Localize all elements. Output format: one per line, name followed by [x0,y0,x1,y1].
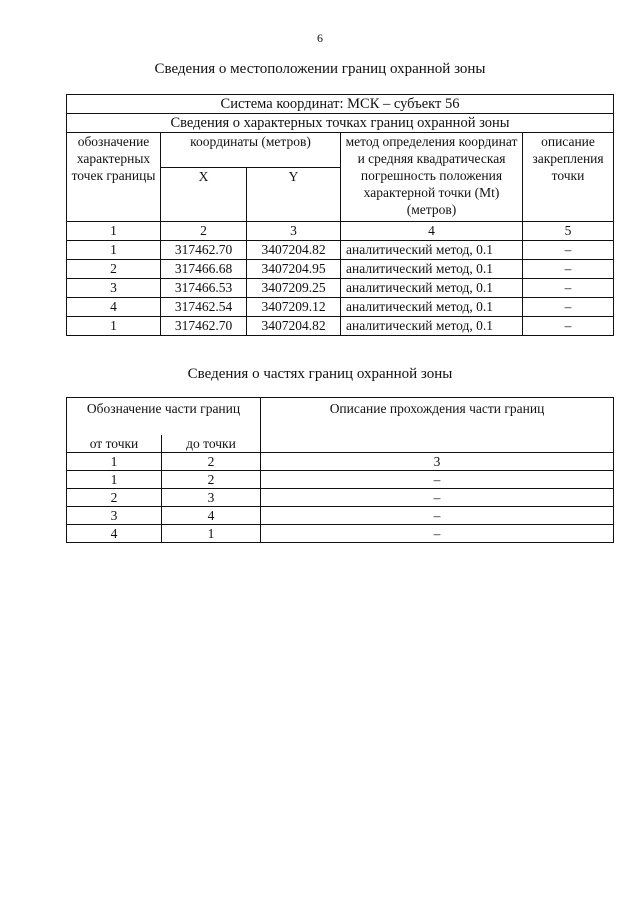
table-row [67,507,614,525]
header-method: метод определения координат и средняя квадратическая погрешность положения характерной точки (Mt) (метров) [341,133,523,222]
cell-point: 4 [67,298,161,317]
points-subtitle: Сведения о характерных точках границ охранной зоны [67,114,614,133]
cell-y: 3407204.82 [247,241,341,260]
cell-point: 1 [67,317,161,336]
column-number: 3 [247,222,341,241]
cell-y: 3407204.95 [247,260,341,279]
table-row [67,241,614,260]
cell-method: аналитический метод, 0.1 [341,298,523,317]
cell-x: 317466.68 [161,260,247,279]
column-number: 1 [67,222,161,241]
header-x: X [161,168,247,222]
cell-x: 317462.70 [161,241,247,260]
column-number-row [67,222,614,241]
coordinate-system-caption: Система координат: МСК – субъект 56 [67,95,614,114]
cell-fixing: – [523,298,614,317]
column-number: 1 [67,453,162,471]
cell-to-point: 4 [162,507,261,525]
column-number: 4 [341,222,523,241]
table-row [67,489,614,507]
header-from-point: от точки [67,435,162,453]
cell-fixing: – [523,279,614,298]
column-number: 3 [261,453,614,471]
header-point-designation: обозначение характерных точек границы [67,133,161,222]
table-row [67,471,614,489]
cell-from-point: 2 [67,489,162,507]
cell-description: – [261,471,614,489]
header-y: Y [247,168,341,222]
cell-to-point: 2 [162,471,261,489]
cell-x: 317462.54 [161,298,247,317]
cell-description: – [261,507,614,525]
cell-point: 3 [67,279,161,298]
cell-method: аналитический метод, 0.1 [341,317,523,336]
cell-x: 317462.70 [161,317,247,336]
cell-description: – [261,525,614,543]
cell-method: аналитический метод, 0.1 [341,279,523,298]
cell-from-point: 4 [67,525,162,543]
column-number: 2 [161,222,247,241]
header-fixing-description: описание закрепления точки [523,133,614,222]
cell-y: 3407204.82 [247,317,341,336]
cell-point: 1 [67,241,161,260]
column-number-row [67,453,614,471]
cell-x: 317466.53 [161,279,247,298]
table-row [67,525,614,543]
section-title-boundaries: Сведения о местоположении границ охранной зоны [154,61,486,77]
cell-to-point: 1 [162,525,261,543]
header-part-designation: Обозначение части границ [67,398,261,436]
header-part-description: Описание прохождения части границ [261,398,614,453]
cell-from-point: 3 [67,507,162,525]
header-to-point: до точки [162,435,261,453]
table-row [67,317,614,336]
cell-fixing: – [523,260,614,279]
cell-to-point: 3 [162,489,261,507]
cell-method: аналитический метод, 0.1 [341,260,523,279]
cell-y: 3407209.25 [247,279,341,298]
column-number: 5 [523,222,614,241]
table-row [67,279,614,298]
section-title-parts: Сведения о частях границ охранной зоны [187,366,453,382]
table-row [67,298,614,317]
column-number: 2 [162,453,261,471]
boundary-parts-table [66,397,614,543]
page-number: 6 [317,31,323,45]
cell-from-point: 1 [67,471,162,489]
cell-description: – [261,489,614,507]
cell-method: аналитический метод, 0.1 [341,241,523,260]
cell-y: 3407209.12 [247,298,341,317]
header-coordinates: координаты (метров) [161,133,341,168]
cell-fixing: – [523,317,614,336]
cell-point: 2 [67,260,161,279]
table-row [67,260,614,279]
boundary-points-table [66,94,614,336]
cell-fixing: – [523,241,614,260]
